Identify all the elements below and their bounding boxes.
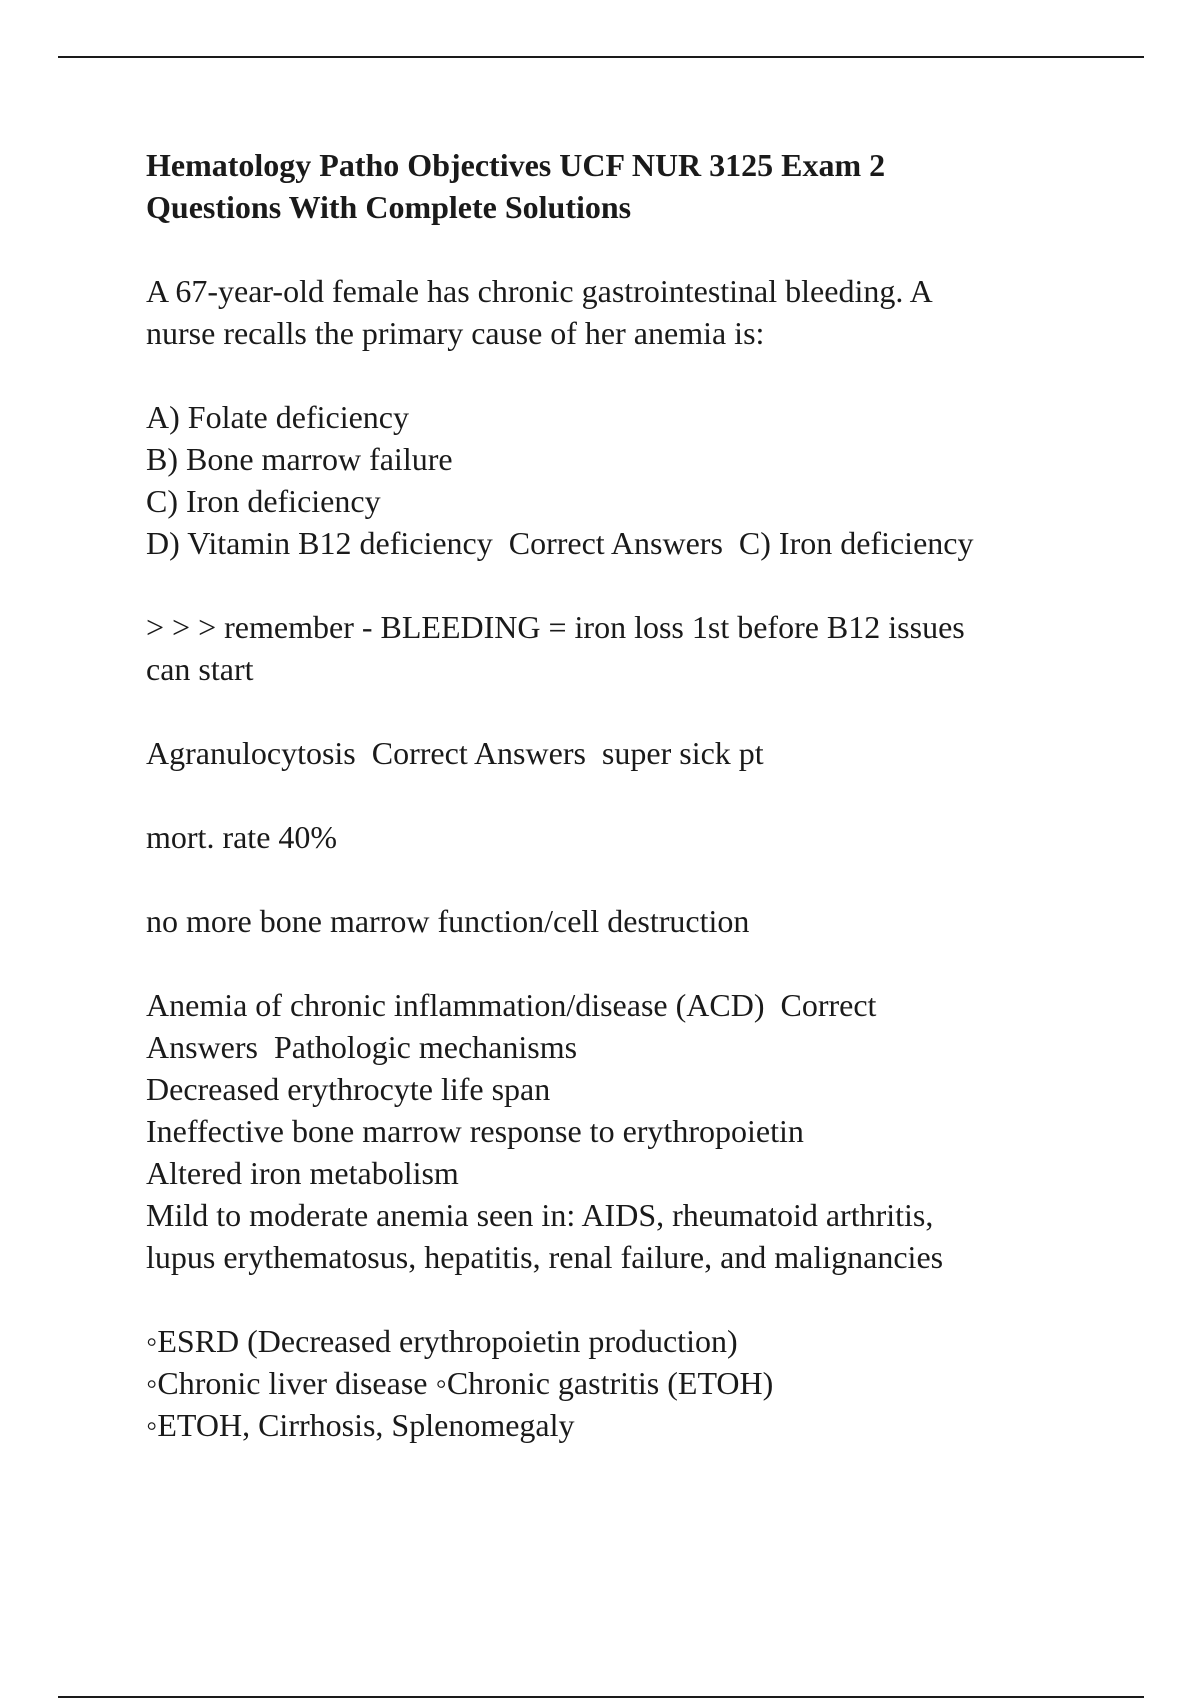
option-d-with-answer: D) Vitamin B12 deficiency Correct Answers C) Iron deficiency bbox=[146, 525, 974, 561]
bottom-rule bbox=[58, 1696, 1144, 1698]
document-title bbox=[146, 144, 1106, 228]
option-a: A) Folate deficiency bbox=[146, 399, 409, 435]
text-line: no more bone marrow function/cell destruction bbox=[146, 903, 750, 939]
text-line: mort. rate 40% bbox=[146, 819, 338, 855]
causes-list bbox=[146, 1320, 1106, 1446]
title-line: Hematology Patho Objectives UCF NUR 3125 Exam 2 bbox=[146, 147, 886, 183]
document-body bbox=[146, 144, 1106, 1446]
text-line: Answers Pathologic mechanisms bbox=[146, 1029, 578, 1065]
option-b: B) Bone marrow failure bbox=[146, 441, 453, 477]
question-stem bbox=[146, 270, 1106, 354]
mortality-note bbox=[146, 816, 1106, 858]
text-line: nurse recalls the primary cause of her anemia is: bbox=[146, 315, 765, 351]
top-rule bbox=[58, 56, 1144, 58]
list-item: ◦ETOH, Cirrhosis, Splenomegaly bbox=[146, 1407, 575, 1443]
text-line: lupus erythematosus, hepatitis, renal failure, and malignancies bbox=[146, 1239, 944, 1275]
text-line: Agranulocytosis Correct Answers super sick pt bbox=[146, 735, 764, 771]
option-c: C) Iron deficiency bbox=[146, 483, 381, 519]
text-line: A 67-year-old female has chronic gastrointestinal bleeding. A bbox=[146, 273, 933, 309]
text-line: Altered iron metabolism bbox=[146, 1155, 459, 1191]
text-line: can start bbox=[146, 651, 254, 687]
answer-options bbox=[146, 396, 1106, 564]
text-line: > > > remember - BLEEDING = iron loss 1st before B12 issues bbox=[146, 609, 965, 645]
title-line: Questions With Complete Solutions bbox=[146, 189, 632, 225]
bone-marrow-note bbox=[146, 900, 1106, 942]
text-line: Anemia of chronic inflammation/disease (ACD) Correct bbox=[146, 987, 877, 1023]
acd-entry bbox=[146, 984, 1106, 1278]
text-line: Decreased erythrocyte life span bbox=[146, 1071, 551, 1107]
list-item: ◦Chronic liver disease ◦Chronic gastritis (ETOH) bbox=[146, 1365, 774, 1401]
agranulocytosis-entry bbox=[146, 732, 1106, 774]
text-line: Mild to moderate anemia seen in: AIDS, rheumatoid arthritis, bbox=[146, 1197, 934, 1233]
list-item: ◦ESRD (Decreased erythropoietin production) bbox=[146, 1323, 738, 1359]
remember-note bbox=[146, 606, 1106, 690]
text-line: Ineffective bone marrow response to erythropoietin bbox=[146, 1113, 804, 1149]
